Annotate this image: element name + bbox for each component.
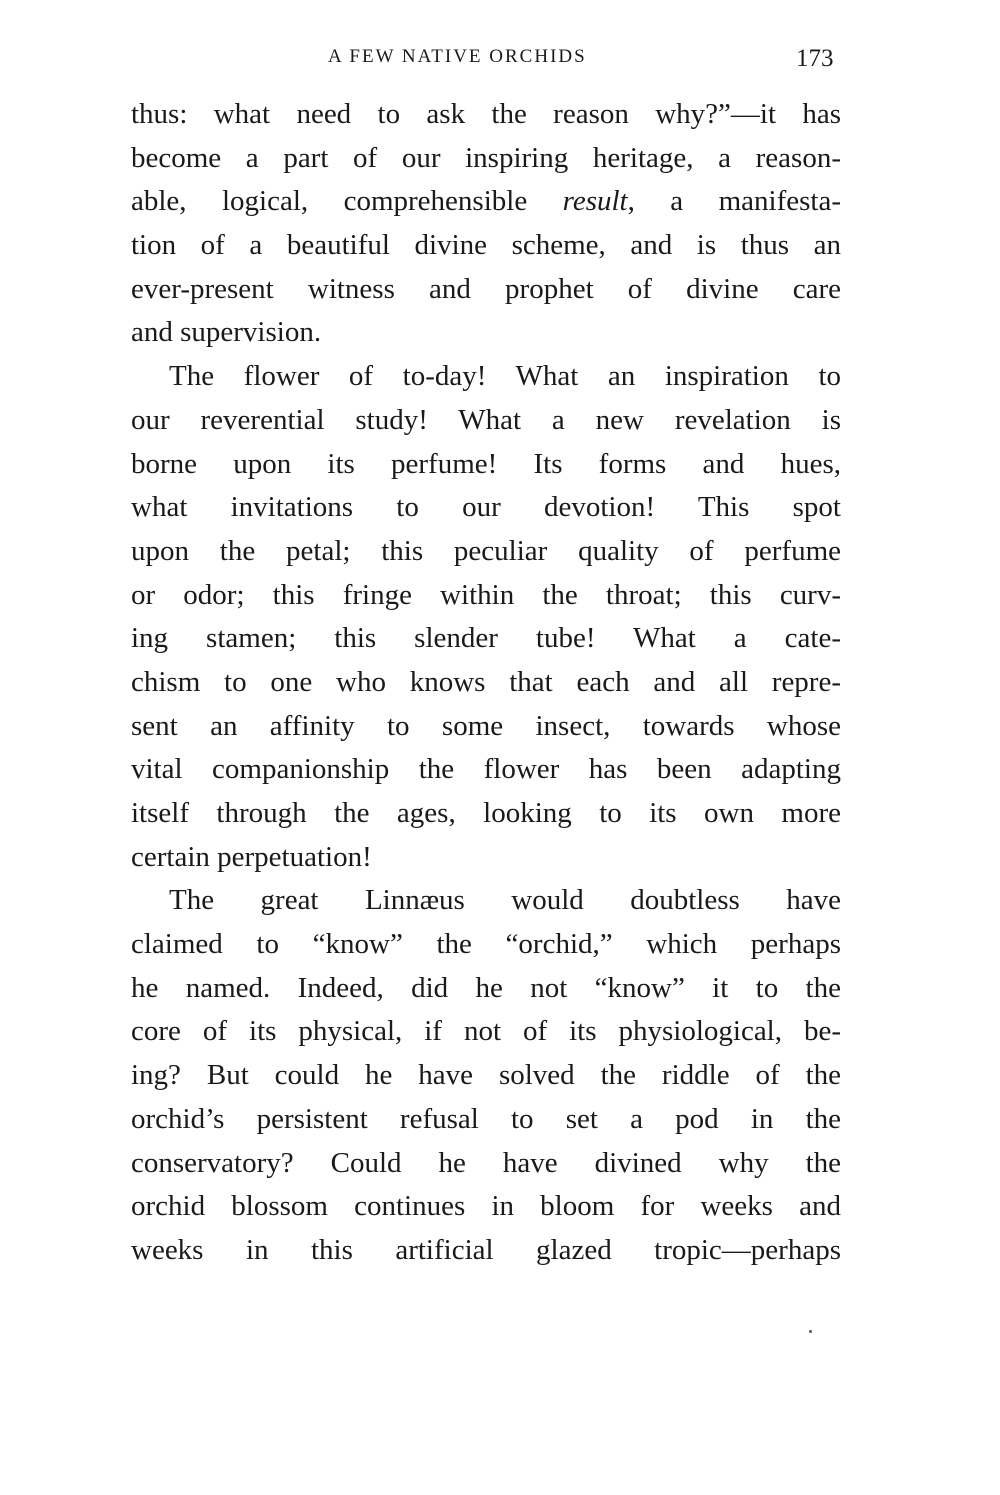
text-line: orchid blossom continues in bloom for weeks and <box>131 1190 841 1223</box>
text-line: ing? But could he have solved the riddle of the <box>131 1059 841 1092</box>
emphasis-text: result <box>562 185 628 218</box>
ink-speck <box>809 1330 812 1333</box>
running-head <box>0 42 1000 82</box>
text-line: itself through the ages, looking to its own more <box>131 797 841 829</box>
text-line <box>131 180 841 224</box>
text-line: chism to one who knows that each and all repre- <box>131 665 841 698</box>
text-line: ing stamen; this slender tube! What a cate- <box>131 622 841 655</box>
text-line: sent an affinity to some insect, towards whose <box>131 709 841 742</box>
body-text <box>131 93 841 1273</box>
text-line: certain perpetuation! <box>131 840 372 873</box>
paragraph-1 <box>131 93 841 355</box>
text-line: thus: what need to ask the reason why?”—it has <box>131 98 841 130</box>
paragraph-2 <box>131 355 841 879</box>
text-segment: , a manifesta- <box>627 185 841 218</box>
text-line: our reverential study! What a new revelation is <box>131 403 841 436</box>
text-line: borne upon its perfume! Its forms and hues, <box>131 447 841 480</box>
text-line: orchid’s persistent refusal to set a pod in the <box>131 1102 841 1135</box>
text-line: upon the petal; this peculiar quality of perfume <box>131 534 841 567</box>
running-head-title: A FEW NATIVE ORCHIDS <box>328 46 587 67</box>
paragraph-3 <box>131 879 841 1272</box>
text-line: The flower of to-day! What an inspiration to <box>169 360 841 393</box>
text-segment: able, logical, comprehensible <box>131 185 563 218</box>
page-number: 173 <box>796 45 834 72</box>
text-line: The great Linnæus would doubtless have <box>169 884 841 917</box>
text-line: core of its physical, if not of its physiological, be- <box>131 1015 841 1048</box>
text-line: conservatory? Could he have divined why the <box>131 1146 841 1179</box>
text-line: or odor; this fringe within the throat; this curv- <box>131 578 841 611</box>
text-line: vital companionship the flower has been adapting <box>131 753 841 786</box>
text-line: and supervision. <box>131 316 322 349</box>
text-line: what invitations to our devotion! This spot <box>131 491 841 524</box>
text-line: claimed to “know” the “orchid,” which perhaps <box>131 928 841 961</box>
text-line: tion of a beautiful divine scheme, and is thus an <box>131 229 841 262</box>
text-line: weeks in this artificial glazed tropic—perhaps <box>131 1233 841 1266</box>
text-line: ever-present witness and prophet of divine care <box>131 272 841 305</box>
text-line: become a part of our inspiring heritage, a reason- <box>131 141 841 174</box>
text-line: he named. Indeed, did he not “know” it to the <box>131 971 841 1004</box>
